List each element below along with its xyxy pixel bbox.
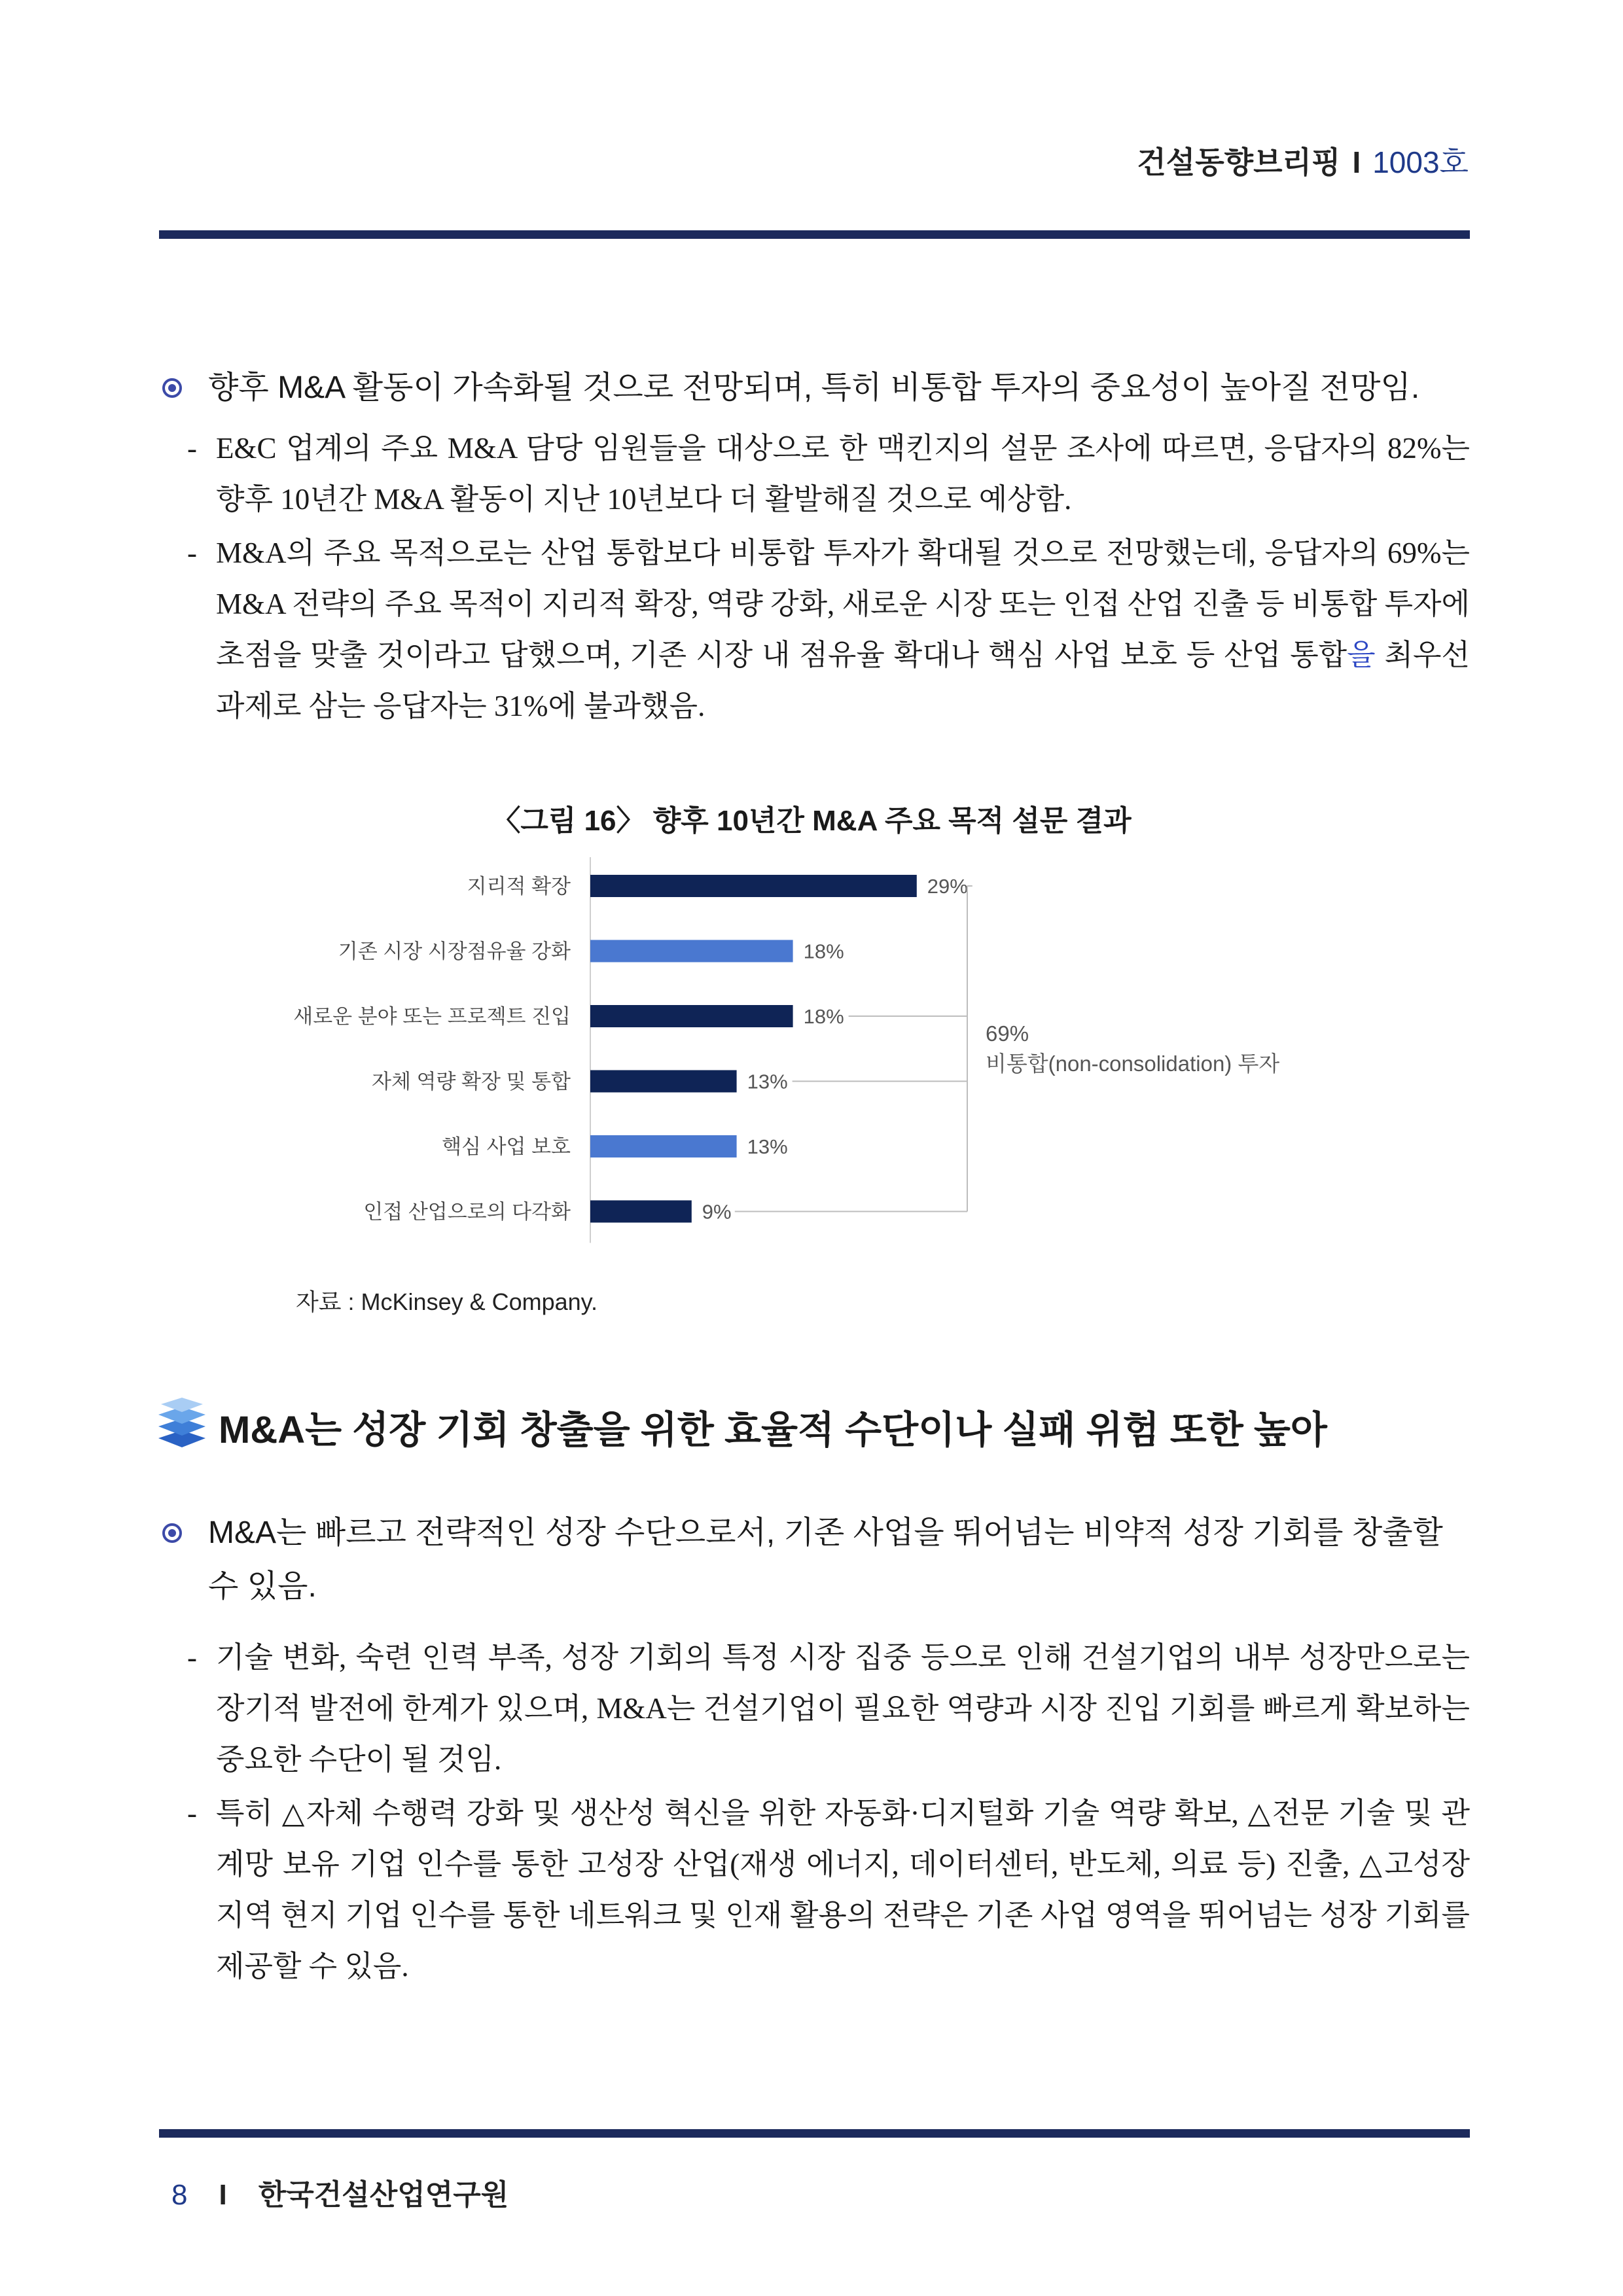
dash-text (216, 527, 1470, 732)
category-label: 핵심 사업 보호 (442, 1135, 571, 1158)
value-label: 13% (747, 1135, 788, 1158)
bar-chart (262, 857, 1387, 1269)
header-rule (159, 230, 1470, 239)
dash-paragraph-1 (187, 423, 1470, 525)
dash-text: 특히 △자체 수행력 강화 및 생산성 혁신을 위한 자동화·디지털화 기술 역량 확보, △전문 기술 및 관계망 보유 기업 인수를 통한 고성장 산업(재생 에너지, 데이터센터, 반도체, 의료 등) 진출, △고성장 지역 현지 기업 인수를 통한 네트워크 및 인재 활용의 전략은 기존 사업 영역을 뛰어넘는 성장 기회를 제공할 수 있음. (216, 1797, 1470, 1983)
category-label: 자체 역량 확장 및 통합 (372, 1070, 571, 1093)
category-label: 지리적 확장 (467, 875, 571, 898)
dash-text: 기술 변화, 숙련 인력 부족, 성장 기회의 특정 시장 집중 등으로 인해 건설기업의 내부 성장만으로는 장기적 발전에 한계가 있으며, M&A는 건설기업이 필요한 역량과 시장 진입 기회를 빠르게 확보하는 중요한 수단이 될 것임. (216, 1641, 1470, 1776)
group-value-label: 69% (986, 1021, 1029, 1046)
publication-title: 건설동향브리핑 (1137, 145, 1341, 179)
dash-mark: - (187, 1641, 197, 1674)
bar (590, 1201, 692, 1223)
bar (590, 1070, 737, 1093)
value-label: 9% (702, 1200, 732, 1224)
figure-caption: 〈그림 16〉 향후 10년간 M&A 주요 목적 설문 결과 (491, 805, 1132, 837)
value-label: 29% (927, 875, 968, 898)
category-label: 기존 시장 시장점유율 강화 (338, 940, 571, 963)
category-label: 인접 산업으로의 다각화 (363, 1200, 571, 1224)
bar (590, 1135, 737, 1157)
header (1137, 139, 1469, 182)
figure-source: 자료 : McKinsey & Company. (296, 1288, 598, 1315)
bar (590, 1005, 793, 1027)
bullet-point-2 (162, 1506, 1478, 1614)
bullet-text: 향후 M&A 활동이 가속화될 것으로 전망되며, 특히 비통합 투자의 중요성이 높아질 전망임. (208, 370, 1420, 405)
footer (171, 2171, 508, 2213)
footer-rule (159, 2129, 1470, 2138)
dash-text-part: M&A의 주요 목적으로는 산업 통합보다 비통합 투자가 확대될 것으로 전망했는데, 응답자의 69%는 M&A 전략의 주요 목적이 지리적 확장, 역량 강화, 새로운 시장 또는 인접 산업 진출 등 비통합 투자에 초점을 맞출 것이라고 답했으며, 기존 시장 내 점유율 확대나 핵심 사업 보호 등 산업 통합 (216, 537, 1470, 671)
category-label: 새로운 분야 또는 프로젝트 진입 (293, 1005, 571, 1028)
highlighted-text: 을 (1347, 639, 1376, 671)
bar (590, 875, 917, 897)
footer-separator: I (219, 2179, 227, 2211)
dash-text: E&C 업계의 주요 M&A 담당 임원들을 대상으로 한 맥킨지의 설문 조사에 따르면, 응답자의 82%는 향후 10년간 M&A 활동이 지난 10년보다 더 활발해질 것으로 예상함. (216, 432, 1470, 516)
dash-text-part: 최우선 과제로 삼는 응답자는 31%에 불과했음. (216, 639, 1470, 722)
header-separator: I (1352, 145, 1361, 179)
issue-number: 1003호 (1372, 145, 1469, 179)
dash-mark: - (187, 1797, 197, 1829)
dash-mark: - (187, 537, 197, 569)
bullet-circle-icon (162, 1523, 182, 1543)
section-heading-text: M&A는 성장 기회 창출을 위한 효율적 수단이나 실패 위험 또한 높아 (219, 1409, 1327, 1451)
dash-paragraph-3 (187, 1632, 1470, 1785)
bar (590, 940, 793, 963)
value-label: 18% (803, 940, 844, 963)
page-number: 8 (171, 2179, 188, 2211)
dash-mark: - (187, 432, 197, 465)
bullet-circle-icon (162, 378, 182, 398)
value-label: 13% (747, 1070, 788, 1093)
dash-paragraph-2 (187, 527, 1470, 732)
dash-paragraph-4 (187, 1788, 1470, 1992)
bullet-text: M&A는 빠르고 전략적인 성장 수단으로서, 기존 사업을 뛰어넘는 비약적 성장 기회를 창출할 수 있음. (208, 1515, 1443, 1604)
layers-icon (156, 1396, 208, 1449)
organization-name: 한국건설산업연구원 (258, 2179, 509, 2211)
value-label: 18% (803, 1005, 844, 1028)
bullet-point-1 (162, 361, 1478, 415)
group-label: 비통합(non-consolidation) 투자 (986, 1051, 1280, 1076)
